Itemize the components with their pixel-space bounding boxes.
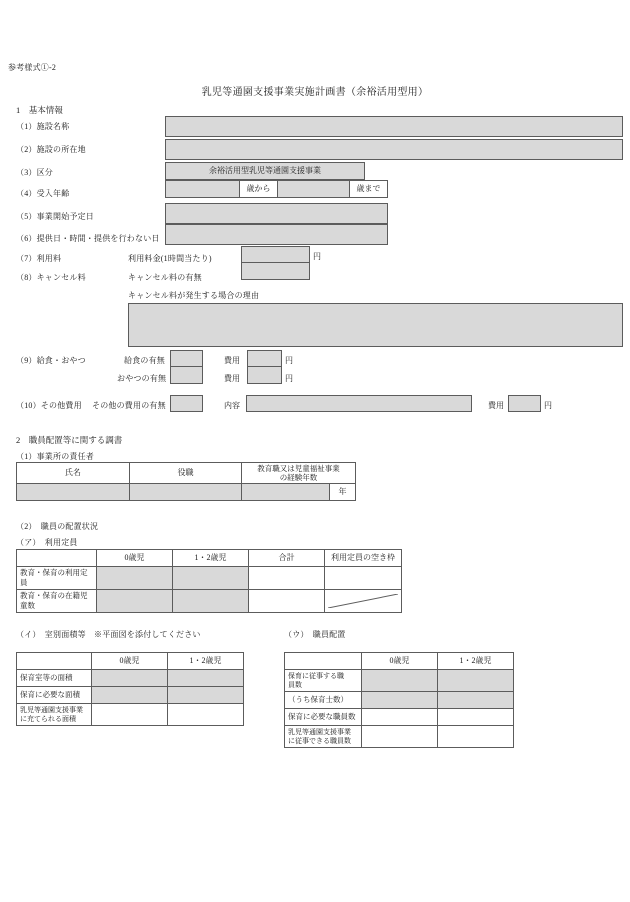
cancel-fee-input[interactable] [241,263,310,280]
table-row [285,709,514,726]
room-area-cell-2-0[interactable] [92,704,168,726]
label-other-cost-availability: その他の費用の有無 [92,401,166,410]
capacity-col-vacancy: 利用定員の空き枠 [325,550,402,567]
room-area-corner-cell [17,653,92,670]
capacity-heading: （ア） 利用定員 [16,538,78,547]
room-area-cell-1-0[interactable] [92,687,168,704]
capacity-table [16,549,402,613]
label-usage-fee: （7）利用料 [16,254,62,263]
label-age-range: （4）受入年齢 [16,189,70,198]
meal-cost-unit: 円 [285,356,293,365]
cancel-reason-field[interactable] [128,303,623,347]
staff-col-age12: 1・2歳児 [438,653,514,670]
manager-position-cell[interactable] [130,484,242,501]
capacity-col-age12: 1・2歳児 [173,550,249,567]
label-snack-cost: 費用 [224,374,240,383]
table-row [17,687,244,704]
room-area-cell-2-1[interactable] [168,704,244,726]
other-cost-amount-input[interactable] [508,395,541,412]
staff-row-label-2: 保育に必要な職員数 [285,709,362,726]
manager-table-heading: （1）事業所の責任者 [16,452,94,461]
label-facility-name: （1）施設名称 [16,122,70,131]
room-area-col-age0: 0歳児 [92,653,168,670]
staff-cell-2-0[interactable] [362,709,438,726]
room-area-cell-0-1[interactable] [168,670,244,687]
room-area-cell-1-1[interactable] [168,687,244,704]
form-number: 参考様式①-2 [8,63,57,72]
room-area-row-label-1: 保育に必要な面積 [17,687,92,704]
meal-cost-input[interactable] [247,350,282,367]
label-other-cost-content: 内容 [224,401,240,410]
col-header-experience-line2: の経験年数 [279,473,318,482]
capacity-corner-cell [17,550,97,567]
room-area-cell-0-0[interactable] [92,670,168,687]
table-row [285,726,514,748]
table-row [285,692,514,709]
label-snack-availability: おやつの有無 [117,374,167,383]
staffing-heading: （2） 職員の配置状況 [16,522,99,531]
page-title: 乳児等通園支援事業実施計画書（余裕活用型用） [201,87,429,98]
age-from-suffix: 歳から [240,180,278,198]
col-header-name: 氏名 [17,463,130,484]
table-row [17,567,402,590]
staff-row-label-0-line1: 保育に従事する職 [288,671,344,680]
room-area-row-label-2 [17,704,92,726]
staff-allocation-table [284,652,514,748]
table-header-row [17,550,402,567]
staff-cell-2-1[interactable] [438,709,514,726]
staff-cell-0-1[interactable] [438,670,514,692]
staff-row-label-3 [285,726,362,748]
room-area-row-label-0: 保育室等の面積 [17,670,92,687]
capacity-row-label-0: 教育・保育の利用定員 [17,567,97,590]
age-to-input[interactable] [278,180,350,198]
room-area-row-label-2-line2: に充てられる面積 [20,714,76,723]
table-row [285,670,514,692]
age-range-group [165,180,388,198]
label-service-days: （6）提供日・時間・提供を行わない日 [16,234,160,243]
table-header-row [17,653,244,670]
room-area-row-label-2-line1: 乳児等通園支援事業 [20,705,83,714]
label-start-date: （5）事業開始予定日 [16,212,94,221]
section-1-heading: 1 基本情報 [16,105,63,115]
table-row [17,670,244,687]
table-row [17,590,402,613]
staff-row-label-1: （うち保育士数） [285,692,362,709]
table-row [17,704,244,726]
label-meal-cost: 費用 [224,356,240,365]
service-days-field[interactable] [165,224,388,245]
label-cancel-reason: キャンセル料が発生する場合の理由 [128,291,260,300]
capacity-col-age0: 0歳児 [97,550,173,567]
label-meals: （9）給食・おやつ [16,356,86,365]
staff-cell-3-1[interactable] [438,726,514,748]
label-cancel-fee: （8）キャンセル料 [16,273,86,282]
table-header-row [285,653,514,670]
col-header-experience-line1: 教育職又は児童福祉事業 [257,464,340,473]
sublabel-cancel-fee: キャンセル料の有無 [128,273,202,282]
table-header-row [17,463,356,484]
facility-address-field[interactable] [165,139,623,160]
table-row [17,484,356,501]
usage-fee-unit: 円 [313,252,321,261]
staff-cell-1-1[interactable] [438,692,514,709]
staff-row-label-0-line2: 員数 [288,680,302,689]
manager-experience-unit: 年 [330,484,356,501]
classification-field[interactable]: 余裕活用型乳児等通園支援事業 [165,162,365,180]
age-from-input[interactable] [165,180,240,198]
capacity-row-label-1: 教育・保育の在籍児童数 [17,590,97,613]
capacity-cell-1-0[interactable] [97,590,173,613]
sublabel-usage-fee: 利用料金(1時間当たり) [128,254,212,263]
label-classification: （3）区分 [16,168,53,177]
room-area-table [16,652,244,726]
room-area-col-age12: 1・2歳児 [168,653,244,670]
label-facility-address: （2）施設の所在地 [16,145,86,154]
other-cost-unit: 円 [544,401,552,410]
col-header-position: 役職 [130,463,242,484]
snack-cost-unit: 円 [285,374,293,383]
staff-col-age0: 0歳児 [362,653,438,670]
capacity-cell-0-0[interactable] [97,567,173,590]
staff-row-label-0 [285,670,362,692]
staff-row-label-3-line1: 乳児等通園支援事業 [288,727,351,736]
capacity-cell-1-2[interactable] [249,590,325,613]
other-cost-availability-input[interactable] [170,395,203,412]
room-area-heading: （イ） 室別面積等 ※平面図を添付してください [16,630,201,639]
staff-corner-cell [285,653,362,670]
strikethrough-diagonal-icon [328,594,398,608]
facility-name-field[interactable] [165,116,623,137]
manager-experience-cell[interactable] [242,484,330,501]
staff-allocation-heading: （ウ） 職員配置 [284,630,346,639]
staff-cell-0-0[interactable] [362,670,438,692]
label-meal-availability: 給食の有無 [124,356,165,365]
staff-cell-1-0[interactable] [362,692,438,709]
age-to-suffix: 歳まで [350,180,388,198]
snack-cost-input[interactable] [247,367,282,384]
start-date-field[interactable] [165,203,388,224]
section-2-heading: 2 職員配置等に関する調書 [16,435,123,445]
staff-cell-3-0[interactable] [362,726,438,748]
capacity-cell-0-3[interactable] [325,567,402,590]
usage-fee-input[interactable] [241,246,310,263]
capacity-cell-0-2[interactable] [249,567,325,590]
staff-row-label-3-line2: に従事できる職員数 [288,736,351,745]
label-other-cost-amount: 費用 [488,401,504,410]
snack-availability-input[interactable] [170,367,203,384]
capacity-col-total: 合計 [249,550,325,567]
other-cost-content-input[interactable] [246,395,472,412]
col-header-experience [242,463,356,484]
label-other-costs: （10）その他費用 [16,401,82,410]
meal-availability-input[interactable] [170,350,203,367]
capacity-cell-0-1[interactable] [173,567,249,590]
manager-name-cell[interactable] [17,484,130,501]
capacity-cell-1-1[interactable] [173,590,249,613]
manager-table [16,462,356,501]
capacity-cell-1-3-struck [325,590,402,613]
